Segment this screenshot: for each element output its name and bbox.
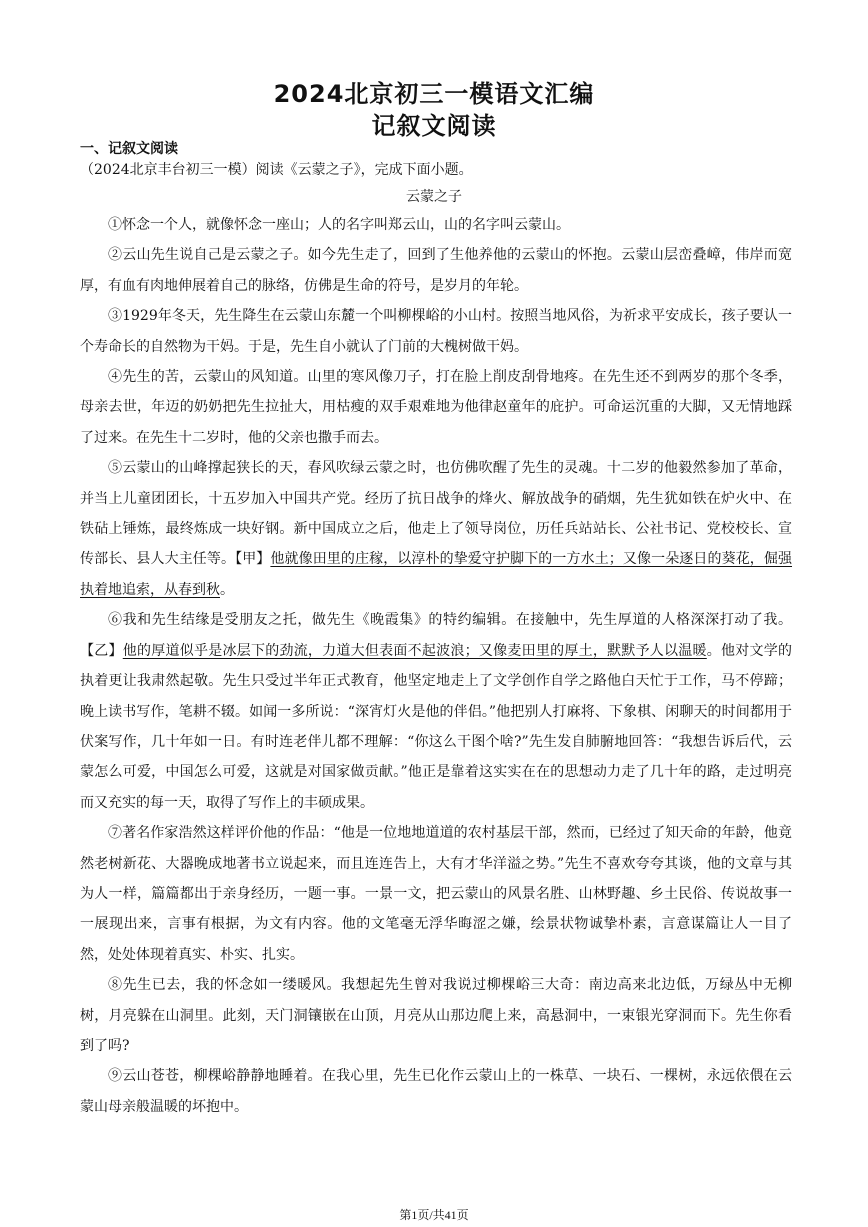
- section-heading: 一、记叙文阅读: [80, 141, 178, 157]
- paragraph-4: ④先生的苦，云蒙山的风知道。山里的寒风像刀子，打在脸上削皮刮骨地疼。在先生还不到两岁的那个冬季，母亲去世，年迈的奶奶把先生拉扯大，用枯瘦的双手艰难地为他律赵童年的庇护。可命运沉重的大脚，又无情地踩了过来。在先生十二岁时，他的父亲也撒手而去。: [80, 369, 792, 446]
- underlined-sentence-yi: 他的厚道似乎是冰层下的劲流，力道大但表面不起波浪；又像麦田里的厚土，默默予人以温暖: [122, 642, 707, 659]
- article-body: [80, 210, 792, 1122]
- document-subtitle: 记叙文阅读: [371, 112, 497, 140]
- paragraph-7: ⑦著名作家浩然这样评价他的作品：“他是一位地地道道的农村基层干部，然而，已经过了知天命的年龄，他竟然老树新花、大器晚成地著书立说起来，而且连连告上，大有才华洋溢之势。”先生不喜欢夸夸其谈，他的文章与其为人一样，篇篇都出于亲身经历，一题一事。一景一文，把云蒙山的风景名胜、山林野趣、乡土民俗、传说故事一一展现出来，言事有根据，为文有内容。他的文笔毫无浮华晦涩之嫌，绘景状物诚挚朴素，言意谋篇让人一目了然，处处体现着真实、朴实、扎实。: [80, 825, 792, 963]
- paragraph-3: ③1929年冬天，先生降生在云蒙山东麓一个叫柳棵峪的小山村。按照当地风俗，为祈求平安成长，孩子要认一个寿命长的自然物为干妈。于是，先生自小就认了门前的大槐树做干妈。: [80, 308, 792, 355]
- paragraph-6-text: ⑥我和先生结缘是受朋友之托，做先生《晚霞集》的特约编辑。在接触中，先生厚道的人格深深打动了我。【乙】: [80, 612, 792, 659]
- document-title: 2024北京初三一模语文汇编: [273, 80, 595, 108]
- paragraph-1: ①怀念一个人，就像怀念一座山；人的名字叫郑云山，山的名字叫云蒙山。: [108, 217, 570, 233]
- article-title: 云蒙之子: [406, 189, 462, 205]
- question-intro: （2024北京丰台初三一模）阅读《云蒙之子》，完成下面小题。: [80, 162, 473, 178]
- paragraph-6-rest: 。他对文学的执着更让我肃然起敬。先生只受过半年正式教育，他坚定地走上了文学创作自学之路他白天忙于工作，马不停蹄；晚上读书写作，笔耕不辍。如闻一多所说：“深宵灯火是他的伴侣。”他把别人打麻将、下象棋、闲聊天的时间都用于伏案写作，几十年如一日。有时连老伴儿都不理解：“你这么干图个啥?”先生发自肺腑地回答：“我想告诉后代，云蒙怎么可爱，中国怎么可爱，这就是对国家做贡献。”他正是靠着这实实在在的思想动力走了几十年的路，走过明亮而又充实的每一天，取得了写作上的丰硕成果。: [80, 642, 793, 811]
- paragraph-8: ⑧先生已去，我的怀念如一缕暖风。我想起先生曾对我说过柳棵峪三大奇：南边高来北边低，万绿丛中无柳树，月亮躲在山洞里。此刻，天门洞镶嵌在山顶，月亮从山那边爬上来，高悬洞中，一束银光穿洞而下。先生你看到了吗?: [80, 977, 792, 1054]
- underlined-sentence-jia: 他就像田里的庄稼，以淳朴的挚爱守护脚下的一方水土；又像一朵逐日的葵花，倔强执着地追索，从春到秋: [80, 551, 793, 598]
- paragraph-5-text: ⑤云蒙山的山峰撑起狭长的天，春风吹绿云蒙之时，也仿佛吹醒了先生的灵魂。十二岁的他毅然参加了革命，并当上儿童团团长，十五岁加入中国共产党。经历了抗日战争的烽火、解放战争的硝烟，先生犹如铁在炉火中、在铁砧上锤炼，最终炼成一块好钢。新中国成立之后，他走上了领导岗位，历任兵站站长、公社书记、党校校长、宣传部长、县人大主任等。【甲】: [80, 460, 792, 568]
- paragraph-5-end: 。: [220, 581, 234, 598]
- page-number: 第1页/共41页: [399, 1208, 469, 1222]
- paragraph-2: ②云山先生说自己是云蒙之子。如今先生走了，回到了生他养他的云蒙山的怀抱。云蒙山层峦叠嶂，伟岸而宽厚，有血有肉地伸展着自己的脉络，仿佛是生命的符号，是岁月的年轮。: [80, 247, 792, 294]
- paragraph-5: [80, 453, 792, 605]
- paragraph-9: ⑨云山苍苍，柳棵峪静静地睡着。在我心里，先生已化作云蒙山上的一株草、一块石、一棵树，永远依偎在云蒙山母亲般温暖的坏抱中。: [80, 1068, 792, 1115]
- paragraph-6: [80, 605, 792, 818]
